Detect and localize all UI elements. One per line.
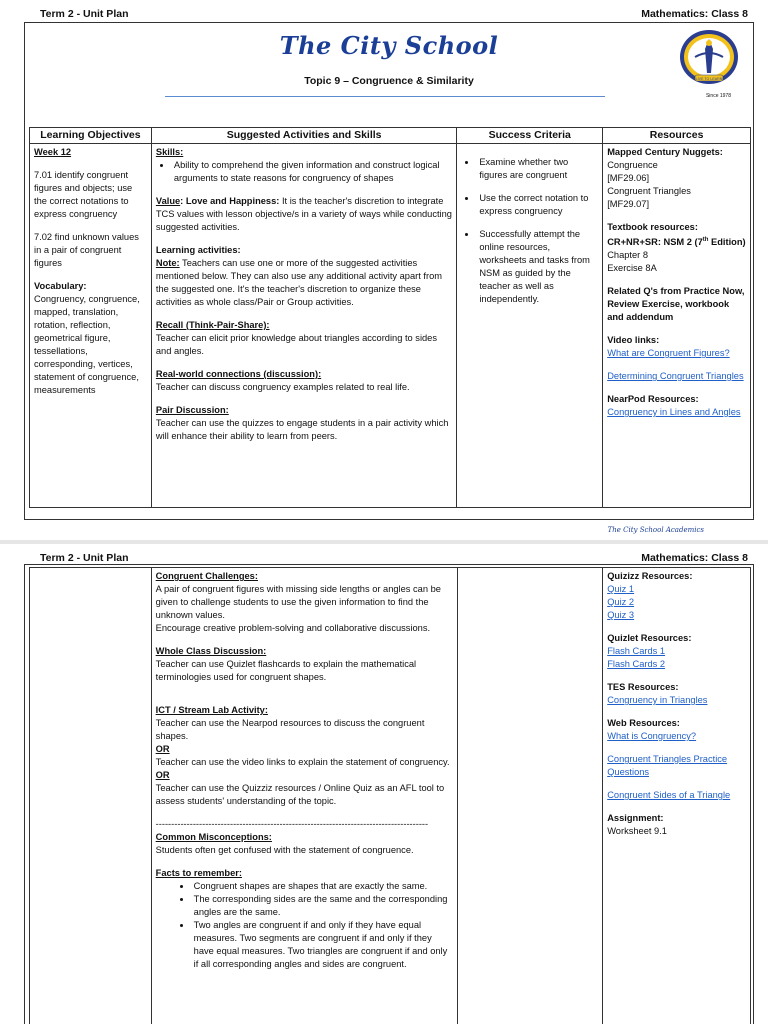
realworld-text: Teacher can discuss congruency examples related to real life. [155,382,410,392]
recall-text: Teacher can elicit prior knowledge about triangles according to sides and angles. [155,333,438,356]
skills-list [172,159,452,185]
skills-title: Skills: [155,147,184,157]
video-link-determining-triangles[interactable]: Determining Congruent Triangles [607,371,744,382]
list-item: • Successfully attempt the online resources, worksheets and tasks from NSM as guided by the teacher as well as independently. [477,228,598,306]
school-name: The City School [279,31,499,60]
header-term: Term 2 - Unit Plan [40,552,129,564]
recall-title: Recall (Think-Pair-Share): [155,320,270,330]
list-item: • Congruent shapes are shapes that are exactly the same. [192,880,453,893]
value-paragraph [156,195,452,234]
ict-text-1: Teacher can use the Nearpod resources to discuss the congruent shapes. [155,718,425,741]
misconceptions-text: Students often get confused with the statement of congruence. [155,845,414,855]
textbook-edition [607,234,746,249]
unit-plan-table [29,127,751,508]
col-header-success: Success Criteria [457,128,603,144]
or-label-2: OR [155,770,170,780]
nugget-3: Congruent Triangles [607,186,691,196]
objectives-cell [30,568,152,1024]
success-criteria-list [477,156,598,306]
logo-since: Since 1978 [705,93,731,99]
pair-discussion-text: Teacher can use the quizzes to engage students in a pair activity which will enhance their ability to learn from peers. [155,418,449,441]
unit-plan-table-continued [29,567,751,1024]
topic-divider [165,96,605,97]
facts-title: Facts to remember: [155,868,242,878]
table-row [30,568,751,1024]
value-title: Value [155,196,181,206]
header-term: Term 2 - Unit Plan [40,8,129,20]
assignment-title: Assignment: [607,813,664,823]
objective-2: 7.02 find unknown values in a pair of congruent figures [34,232,139,268]
nugget-2: [MF29.06] [607,173,650,183]
web-link-practice-questions[interactable]: Congruent Triangles Practice Questions [607,754,728,777]
video-links-title: Video links: [607,335,660,346]
textbook-title: Textbook resources: [607,222,698,232]
week-label: Week 12 [34,147,72,157]
col-header-objectives: Learning Objectives [30,128,152,144]
success-criteria-cell [457,568,603,1024]
exercise-label: Exercise 8A [607,263,657,274]
quiz-link-2[interactable]: Quiz 2 [607,597,635,607]
list-item: • The corresponding sides are the same and the corresponding angles are the same. [192,893,453,919]
col-header-resources: Resources [603,128,751,144]
list-item: • Ability to comprehend the given information and construct logical arguments to state reasons for congruency of shapes [172,159,452,185]
school-logo [677,27,741,101]
success-criteria-cell [457,144,603,508]
footer-signature: The City School Academics [607,526,704,534]
dashed-divider: ---------------------------------------------------------------------------------------- [155,819,429,829]
web-resources-title: Web Resources: [607,718,680,728]
ict-text-2: Teacher can use the video links to explain the statement of congruency. [155,757,450,767]
value-label: : Love and Happiness: [180,196,280,206]
quiz-link-1[interactable]: Quiz 1 [607,584,635,594]
ict-text-3: Teacher can use the Quizziz resources / Online Quiz as an AFL tool to assess students' understanding of the topic. [155,783,445,806]
vocabulary-list: Congruency, congruence, mapped, translation, rotation, reflection, geometrical figure, tessellations, corresponding, vertices, statement of congruence, measurements [34,294,140,395]
nearpod-title: NearPod Resources: [607,394,699,405]
list-item: • Two angles are congruent if and only if they have equal measures. Two segments are congruent if and only if they have equal measures. Two triangles are congruent if and only if all corresponding angles and sides are congruent. [192,919,453,971]
quiz-link-3[interactable]: Quiz 3 [607,610,635,620]
chapter-label: Chapter 8 [607,250,649,261]
misconceptions-title: Common Misconceptions: [155,832,272,842]
activities-cell [151,568,457,1024]
challenges-title: Congruent Challenges: [155,571,258,581]
note-text: Teachers can use one or more of the suggested activities mentioned below. They can also use any additional activity apart from the suggested one. It's the teacher's discretion to organize these activities as whole class/Pair or Group activities. [155,258,443,307]
vocabulary-title: Vocabulary: [34,281,87,291]
resources-cell [603,568,751,1024]
tes-title: TES Resources: [607,682,679,692]
objective-1: 7.01 identify congruent figures and objects; use the correct notations to express congruency [34,170,133,219]
flashcards-link-2[interactable]: Flash Cards 2 [607,659,666,669]
logo-motto: LIVE TO LEARN [695,76,723,81]
tes-link-triangles[interactable]: Congruency in Triangles [607,695,708,705]
challenges-text: A pair of congruent figures with missing side lengths or angles can be given to challenge students to use the given information to find the unknown values. [155,584,441,620]
flashcards-link-1[interactable]: Flash Cards 1 [607,646,666,656]
textbook-edition-sup: th [702,237,709,243]
textbook-edition-end: Edition) [711,237,746,248]
related-questions: Related Q's from Practice Now, Review Exercise, workbook and addendum [607,286,745,323]
pair-discussion-title: Pair Discussion: [155,405,229,415]
whole-class-text: Teacher can use Quizlet flashcards to explain the mathematical terminologies used for congruent shapes. [155,659,417,682]
resources-cell [603,144,751,508]
whole-class-title: Whole Class Discussion: [155,646,267,656]
realworld-title: Real-world connections (discussion): [155,369,322,379]
video-link-congruent-figures[interactable]: What are Congruent Figures? [607,348,730,359]
quizlet-title: Quizlet Resources: [607,633,692,643]
value-text: It is the teacher's discretion to integrate TCS values with lesson objective/s in a variety of ways while conducting suggested activities. [155,196,452,232]
note-label: Note: [155,258,180,268]
nuggets-title: Mapped Century Nuggets: [607,147,723,157]
page-2-frame [24,564,754,1024]
list-item: • Use the correct notation to express congruency [477,192,598,218]
nugget-1: Congruence [607,160,658,170]
learning-activities-title: Learning activities: [155,245,241,255]
nearpod-link-lines-angles[interactable]: Congruency in Lines and Angles [607,407,741,418]
objectives-cell [30,144,152,508]
challenges-text-2: Encourage creative problem-solving and collaborative discussions. [155,623,431,633]
list-item: • Examine whether two figures are congruent [477,156,598,182]
header-subject: Mathematics: Class 8 [641,8,748,20]
or-label-1: OR [155,744,170,754]
ict-title: ICT / Stream Lab Activity: [155,705,268,715]
page-2 [0,544,768,1024]
quizizz-title: Quizizz Resources: [607,571,693,581]
textbook-edition-text: CR+NR+SR: NSM 2 (7 [607,237,703,248]
col-header-activities: Suggested Activities and Skills [151,128,456,144]
assignment-text: Worksheet 9.1 [607,826,667,836]
table-row [30,144,751,508]
page-1-frame [24,22,754,520]
activities-cell [151,144,456,508]
header-subject: Mathematics: Class 8 [641,552,748,564]
table-header-row [30,128,751,144]
topic-title: Topic 9 – Congruence & Similarity [304,75,474,87]
note-paragraph [156,257,452,309]
web-link-what-is-congruency[interactable]: What is Congruency? [607,731,697,741]
web-link-congruent-sides[interactable]: Congruent Sides of a Triangle [607,790,731,800]
facts-list [192,880,453,971]
nugget-4: [MF29.07] [607,199,650,209]
